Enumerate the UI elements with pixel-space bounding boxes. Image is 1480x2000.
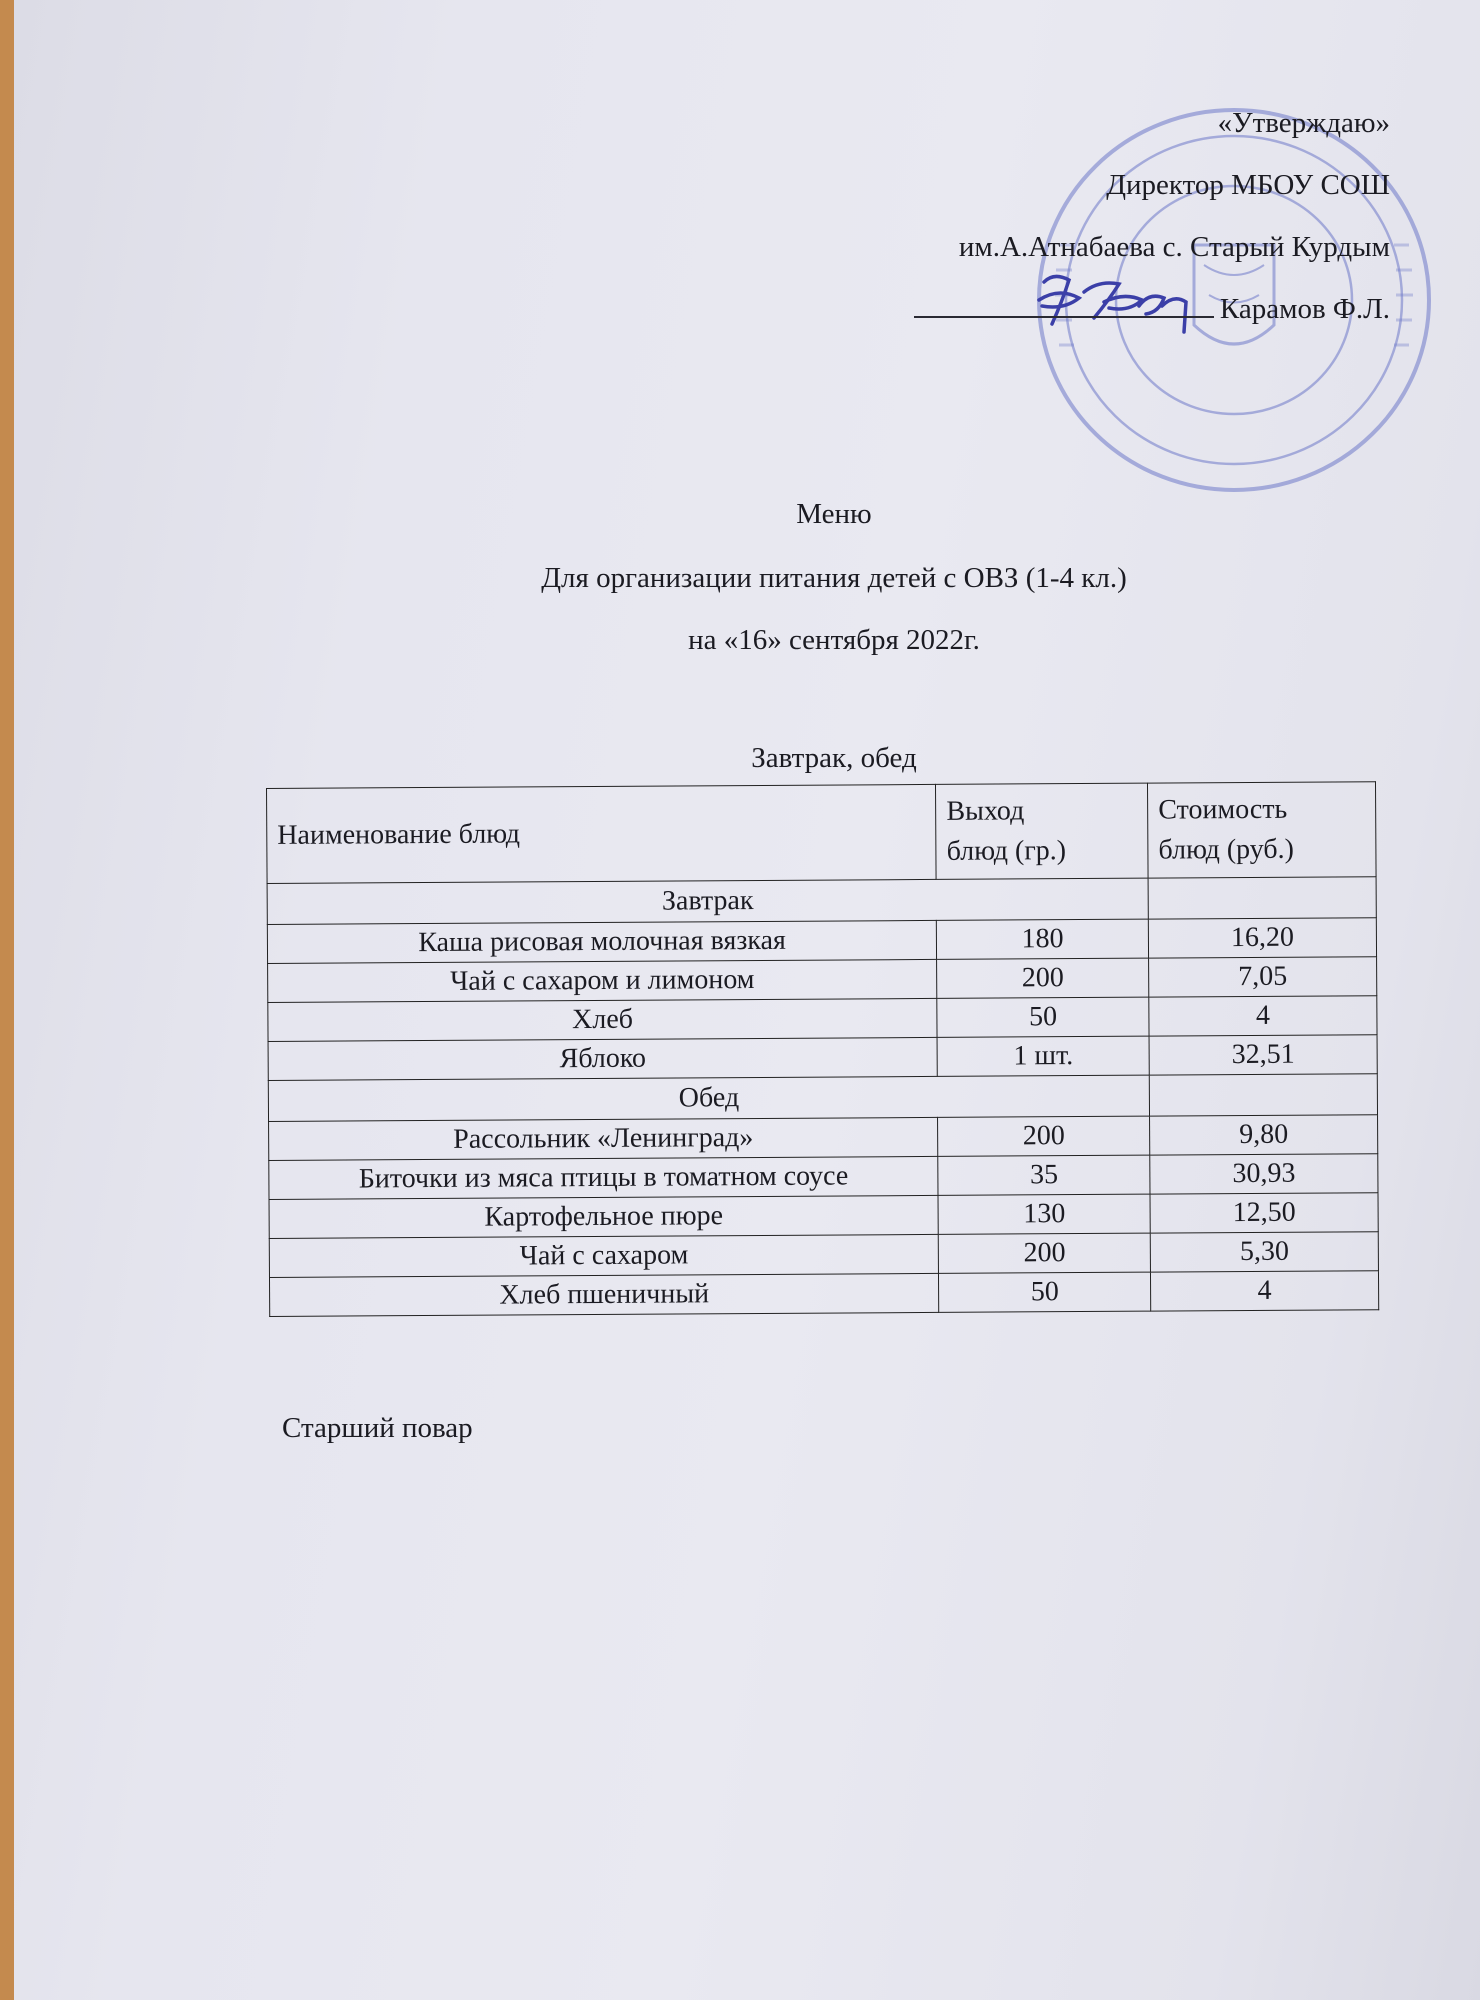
table-header-row [267,782,1377,884]
dish-yield: 50 [939,1272,1151,1312]
school-name: им.А.Атнабаева с. Старый Курдым [958,231,1390,263]
dish-cost: 32,51 [1149,1035,1377,1075]
menu-purpose: Для организации питания детей с ОВЗ (1-4 кл.) [541,562,1127,594]
table-row [268,996,1377,1042]
header-cost [1148,782,1376,878]
dish-cost: 4 [1151,1271,1379,1311]
dish-yield: 50 [937,997,1149,1037]
approval-heading: «Утверждаю» [1217,107,1390,139]
table-row [269,1154,1378,1200]
dish-name: Хлеб [268,998,938,1041]
dish-cost: 30,93 [1150,1154,1378,1194]
header-dish-name: Наименование блюд [267,784,937,883]
signature-underline [914,316,1214,318]
menu-table [266,781,1379,1317]
table-row [269,1271,1378,1317]
section-row-breakfast [267,877,1376,925]
dish-name: Рассольник «Ленинград» [269,1117,939,1160]
dish-yield: 180 [937,919,1149,959]
dish-cost: 16,20 [1148,918,1376,958]
table-row [269,1232,1378,1278]
header-yield [936,783,1148,879]
director-position: Директор МБОУ СОШ [1106,169,1390,201]
director-signature-line [914,278,1390,340]
dish-name: Хлеб пшеничный [269,1273,939,1316]
dish-cost: 9,80 [1150,1115,1378,1155]
dish-yield: 200 [937,958,1149,998]
dish-yield: 200 [938,1116,1150,1156]
menu-date: на «16» сентября 2022г. [688,624,980,656]
meal-subtitle: Завтрак, обед [751,742,917,774]
dish-yield: 130 [938,1194,1150,1234]
table-row [267,918,1376,964]
senior-cook-label: Старший повар [282,1412,473,1444]
dish-yield: 200 [939,1233,1151,1273]
header-cost-line2: блюд (руб.) [1158,833,1295,866]
header-yield-line1: Выход [946,795,1025,827]
dish-cost: 12,50 [1150,1193,1378,1233]
dish-cost: 4 [1149,996,1377,1036]
table-row [269,1193,1378,1239]
dish-name: Чай с сахаром и лимоном [268,959,938,1002]
table-row [268,1035,1377,1081]
approval-block [914,92,1390,340]
section-title: Обед [268,1075,1149,1121]
dish-name: Чай с сахаром [269,1234,939,1277]
dish-yield: 1 шт. [937,1036,1149,1076]
section-empty-cell [1149,1074,1377,1116]
dish-name: Каша рисовая молочная вязкая [267,920,937,963]
dish-cost: 5,30 [1150,1232,1378,1272]
dish-name: Картофельное пюре [269,1195,939,1238]
section-title: Завтрак [267,878,1148,924]
table-row [269,1115,1378,1161]
document-sheet [14,0,1480,2000]
director-name: Карамов Ф.Л. [1219,293,1390,325]
dish-yield: 35 [938,1155,1150,1195]
section-empty-cell [1148,877,1376,919]
header-cost-line1: Стоимость [1158,793,1288,826]
dish-name: Биточки из мяса птицы в томатном соусе [269,1156,939,1199]
dish-name: Яблоко [268,1037,938,1080]
section-row-lunch [268,1074,1377,1122]
table-row [268,957,1377,1003]
menu-title: Меню [796,498,872,530]
header-yield-line2: блюд (гр.) [946,835,1067,867]
dish-cost: 7,05 [1149,957,1377,997]
